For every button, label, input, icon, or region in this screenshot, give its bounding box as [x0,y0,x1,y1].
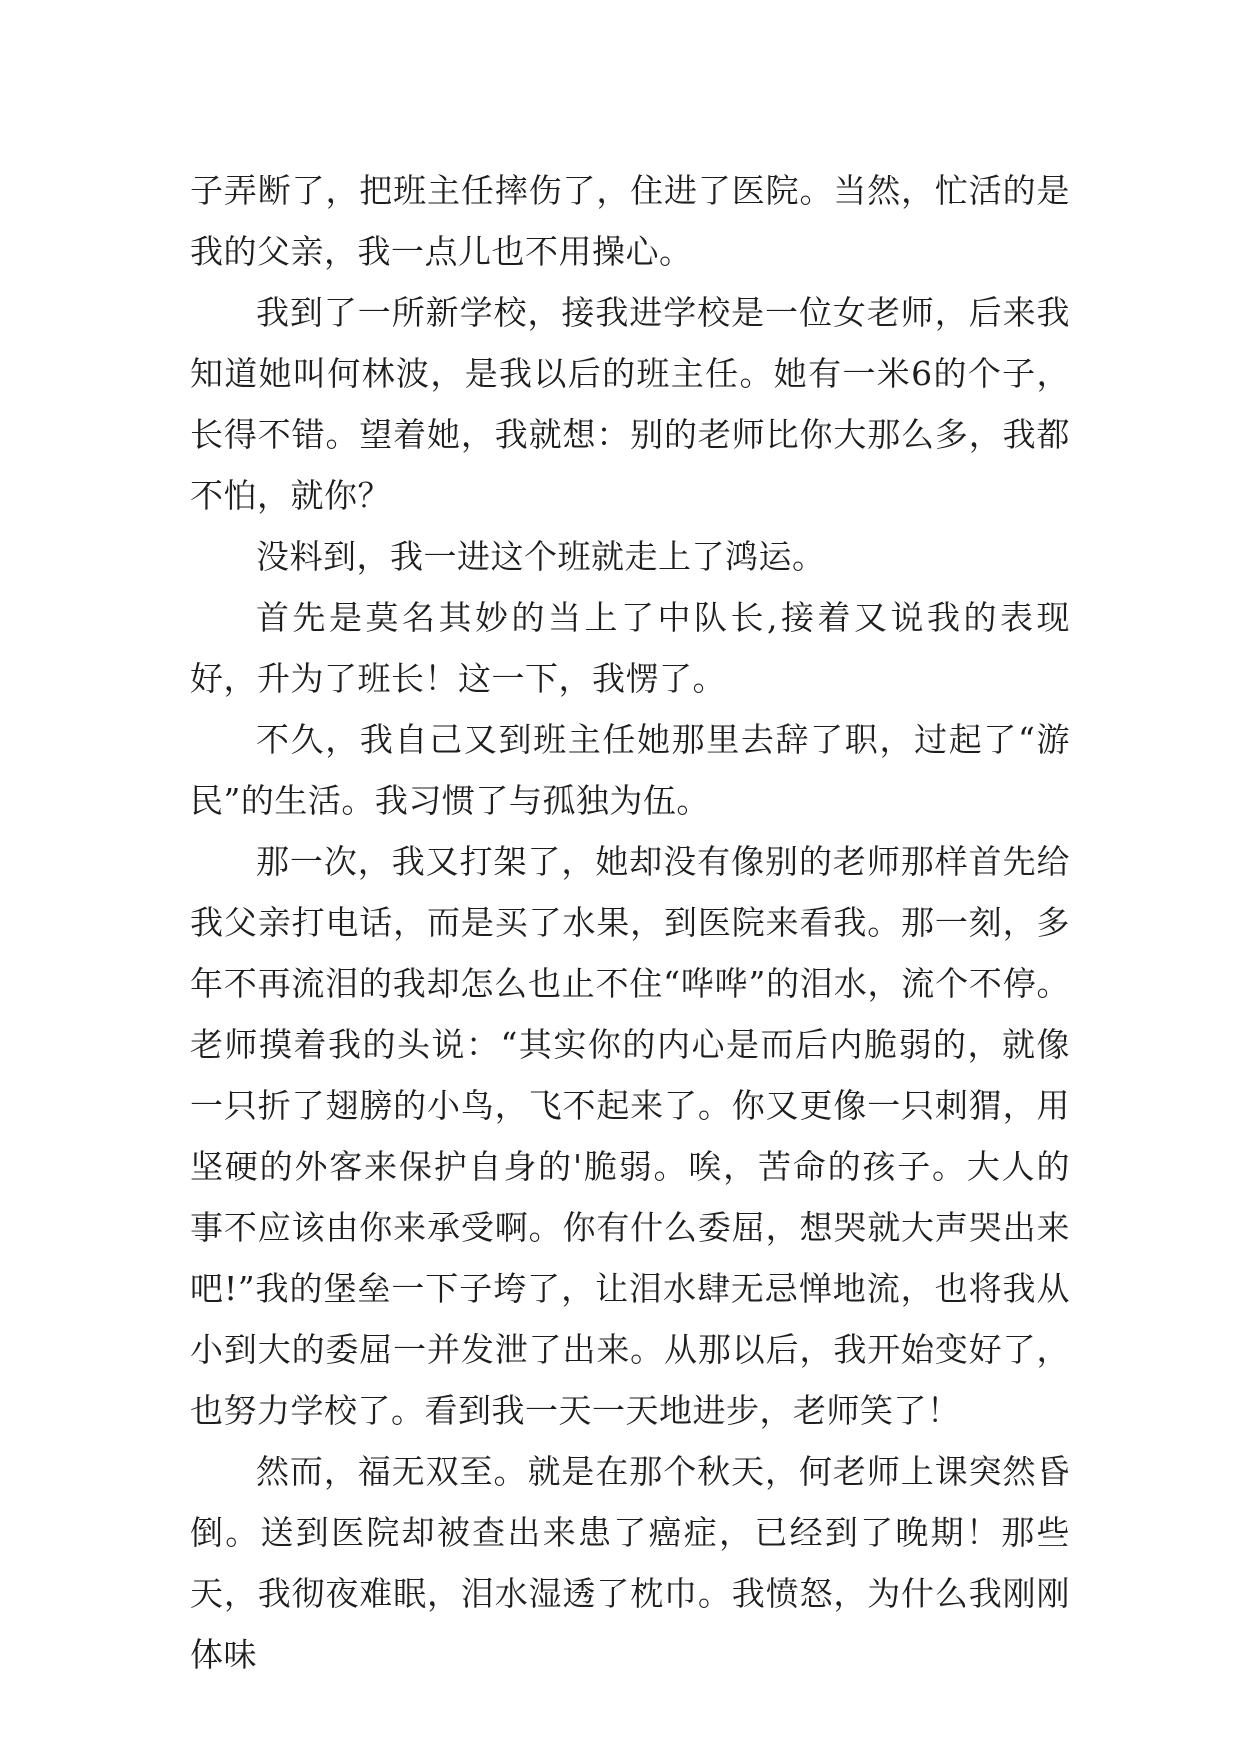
paragraph-4: 首先是莫名其妙的当上了中队长,接着又说我的表现好，升为了班长！这一下，我愣了。 [190,598,1070,698]
paragraph-3: 没料到，我一进这个班就走上了鸿运。 [256,537,826,576]
paragraph-1: 子弄断了，把班主任摔伤了，住进了医院。当然，忙活的是我的父亲，我一点儿也不用操心。 [190,171,1070,271]
paragraph-6: 那一次，我又打架了，她却没有像别的老师那样首先给我父亲打电话，而是买了水果，到医院来看我。那一刻，多年不再流泪的我却怎么也止不住“哗哗”的泪水，流个不停。老师摸着我的头说：“其实你的内心是而后内脆弱的，就像一只折了翅膀的小鸟，飞不起来了。你又更像一只刺猬，用坚硬的外客来保护自身的'脆弱。唉，苦命的孩子。大人的事不应该由你来承受啊。你有什么委屈，想哭就大声哭出来吧!”我的堡垒一下子垮了，让泪水肆无忌惮地流，也将我从小到大的委屈一并发泄了出来。从那以后，我开始变好了，也努力学校了。看到我一天一天地进步，老师笑了！ [190,842,1070,1430]
document-body [190,160,1070,1685]
paragraph-5: 不久，我自己又到班主任她那里去辞了职，过起了“游民”的生活。我习惯了与孤独为伍。 [190,720,1070,820]
paragraph-7: 然而，福无双至。就是在那个秋天，何老师上课突然昏倒。送到医院却被查出来患了癌症，已经到了晚期！那些天，我彻夜难眠，泪水湿透了枕巾。我愤怒，为什么我刚刚体味 [190,1452,1070,1674]
paragraph-2: 我到了一所新学校，接我进学校是一位女老师，后来我知道她叫何林波，是我以后的班主任。她有一米6的个子，长得不错。望着她，我就想：别的老师比你大那么多，我都不怕，就你？ [190,293,1070,515]
